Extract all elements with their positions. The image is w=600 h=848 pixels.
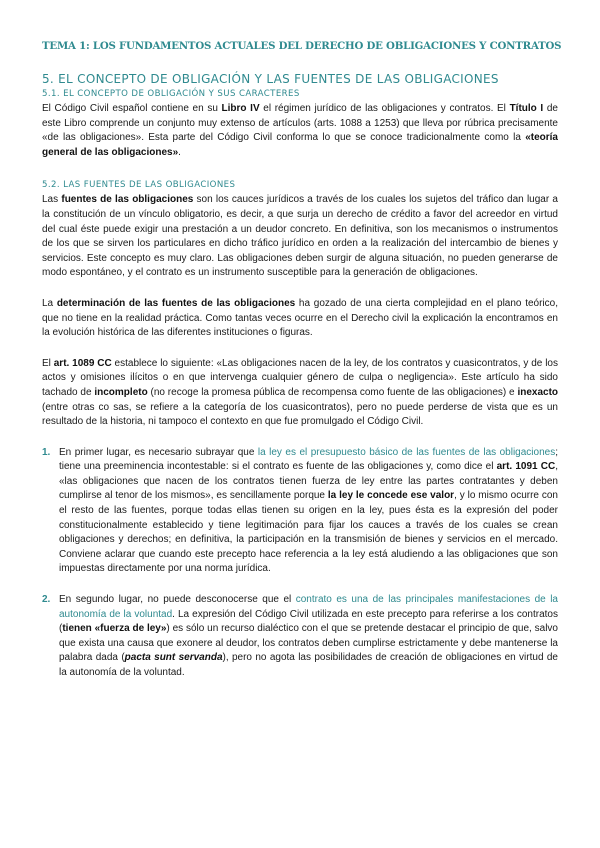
text: ; tiene una preeminencia incontestable: si el contrato es fuente de las obligaciones y, como dice el — [59, 446, 558, 473]
bold-text: Libro IV — [221, 103, 260, 114]
list-number: 2. — [42, 594, 51, 606]
section-5-1-heading: 5.1. EL CONCEPTO DE OBLIGACIÓN Y SUS CARACTERES — [42, 89, 300, 99]
text: , «las obligaciones que nacen de los contratos tienen fuerza de ley entre las partes contratantes y deben cumplirse al tenor de los mismos», es sencillamente porque — [59, 461, 559, 502]
text: (no recoge la promesa pública de recompensa como fuente de las obligaciones) e — [147, 386, 518, 398]
section-5-2-paragraph-3 — [42, 357, 558, 430]
text: El — [42, 357, 54, 369]
text: , y lo mismo ocurre con el resto de las fuentes, porque todas ellas tienen su origen en la ley, pues ésta es la expresión del poder constitucionalmente establecido y tiene legitimación para fijar los cauces a través de los cuales se crean obligaciones y derechos; en definitiva, la participación en la transmisión de bienes y servicios en el mercado. Conviene aclarar que cuando este precepto hace referencia a la ley está aludiendo a las obligaciones que son impuestas directamente por una norma jurídica. — [59, 490, 558, 575]
text: ), pero no agota las posibilidades de creación de obligaciones en virtud de la autonomía de la voluntad. — [59, 652, 558, 678]
bold-text: «teoría general de las obligaciones» — [42, 132, 558, 158]
document-title: TEMA 1: LOS FUNDAMENTOS ACTUALES DEL DERECHO DE OBLIGACIONES Y CONTRATOS — [42, 40, 562, 52]
bold-text: fuentes de las obligaciones — [61, 194, 194, 206]
highlight-text: contrato es una de las principales manifestaciones de la autonomía de la voluntad — [59, 594, 558, 620]
bold-text: Título I — [509, 103, 544, 114]
bold-text: art. 1089 CC — [53, 357, 112, 369]
text: En segundo lugar, no puede desconocerse que el — [59, 594, 296, 606]
text: establece lo siguiente: «Las obligaciones nacen de la ley, de los contratos y cuasicontratos, y de los actos y omisiones ilícitos o en que intervenga cualquier género de culpa o negligencia». Este artículo ha sido tachado de — [42, 357, 558, 398]
text: ) es sólo un recurso dialéctico con el que se pretende destacar el principio de que, salvo que exista una causa que exonere al deudor, los contratos deben cumplirse estrictamente y debe mantenerse la palabra dada ( — [59, 623, 558, 664]
text: el régimen jurídico de las obligaciones y contratos. El — [259, 103, 510, 114]
numbered-list — [42, 446, 558, 681]
text: El Código Civil español contiene en su — [42, 103, 222, 114]
list-item-text — [59, 593, 558, 681]
bold-text: tienen «fuerza de ley» — [62, 623, 167, 635]
document-page — [42, 40, 562, 681]
bold-text: incompleto — [94, 386, 148, 398]
list-item — [42, 446, 558, 577]
text: . — [178, 146, 181, 158]
list-item-text — [59, 446, 558, 577]
bold-text: art. 1091 CC — [496, 461, 556, 473]
bold-text: determinación de las fuentes de las obligaciones — [56, 297, 296, 309]
list-number: 1. — [42, 446, 51, 458]
highlight-text: la ley es el presupuesto básico de las fuentes de las obligaciones — [257, 446, 556, 458]
text: ha gozado de una cierta complejidad en el plano teórico, que no tiene en la realidad práctica. Como tantas veces ocurre en el Derecho civil la explicación la encontramos en la evolución histórica de las diferentes instituciones o figuras. — [42, 297, 558, 339]
section-5-heading: 5. EL CONCEPTO DE OBLIGACIÓN Y LAS FUENTES DE LAS OBLIGACIONES — [42, 72, 499, 86]
text: . La expresión del Código Civil utilizada en este precepto para referirse a los contratos ( — [59, 608, 558, 635]
section-5-2-paragraph-1 — [42, 193, 558, 281]
bold-italic-text: pacta sunt servanda — [124, 652, 223, 664]
text: de este Libro comprende un conjunto muy extenso de artículos (arts. 1088 a 1253) que lleva por rúbrica precisamente «de las obligaciones». Esta parte del Código Civil conforma lo que se conoce tradicionalmente como la — [42, 103, 558, 144]
text: son los cauces jurídicos a través de los cuales los sujetos del tráfico dan lugar a la constitución de un vínculo obligatorio, es decir, a que surja un derecho de crédito a favor del acreedor en virtud del cual éste puede exigir una prestación a un deudor concreto. En definitiva, son los mecanismos o instrumentos de los que se sirven los particulares en dicho tráfico jurídico en orden a la realización del intercambio de bienes y servicios. Este concepto es muy claro. Las obligaciones deben surgir de alguna situación, no pueden generarse de modo espontáneo, y el contrato es un instrumento susceptible para la generación de obligaciones. — [42, 194, 558, 279]
text: En primer lugar, es necesario subrayar que — [59, 446, 258, 458]
bold-text: inexacto — [517, 386, 559, 398]
text: (entre otras co sas, se refiere a la categoría de los cuasicontratos), pero no puede perderse de vista que es un resultado de la historia, ni tampoco el contexto en que fue promulgado el Código Civil. — [42, 401, 558, 428]
section-5-2-paragraph-2 — [42, 297, 558, 341]
text: La — [42, 297, 57, 309]
section-5-1-paragraph — [42, 102, 558, 160]
list-item — [42, 593, 558, 681]
bold-text: la ley le concede ese valor — [327, 490, 455, 502]
section-5-2-heading: 5.2. LAS FUENTES DE LAS OBLIGACIONES — [42, 180, 236, 191]
text: Las — [42, 194, 62, 206]
